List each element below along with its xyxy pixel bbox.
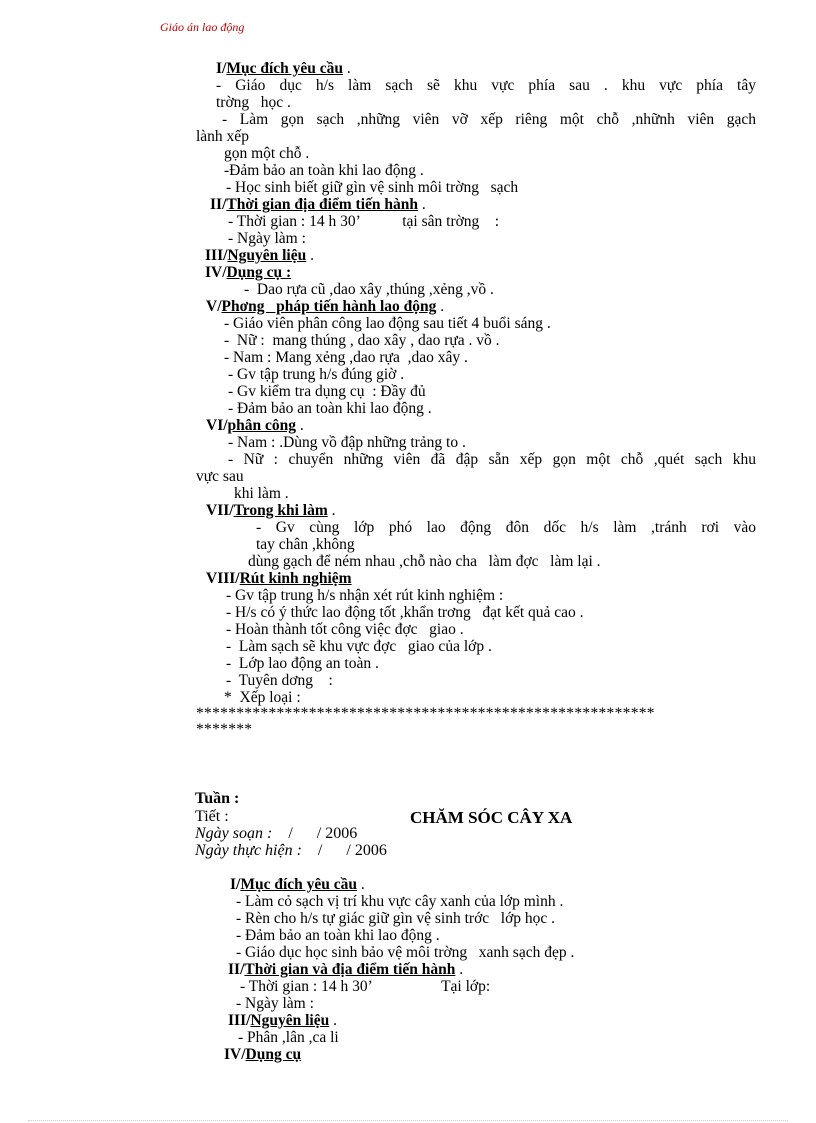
page-header: Giáo án lao động <box>160 20 245 34</box>
text-line: - Hoàn thành tốt công việc đợc giao . <box>226 621 464 638</box>
week-label: Tuần : <box>195 790 240 807</box>
text-line: - Ngày làm : <box>228 230 306 247</box>
text-line: - Đảm bảo an toàn khi lao động . <box>228 400 432 417</box>
text-line: - Tuyên dơng : <box>226 672 333 689</box>
text-line: - Giáo dục h/s làm sạch sẽ khu vực phía sau . khu vực phía tây <box>216 77 756 94</box>
text-line: - H/s có ý thức lao động tốt ,khẩn trơng đạt kết quả cao . <box>226 604 584 621</box>
text-line: - Nam : Mang xẻng ,dao rựa ,dao xây . <box>224 349 468 366</box>
lesson-title: CHĂM SÓC CÂY XA <box>410 808 573 827</box>
text-line: - Làm sạch sẽ khu vực đợc giao của lớp . <box>226 638 492 655</box>
heading-assignment: VI/phân công . <box>206 417 304 434</box>
text-line: - Gv tập trung h/s nhận xét rút kinh nghiệm : <box>226 587 504 604</box>
text-line: - Lớp lao động an toàn . <box>226 655 379 672</box>
heading-objectives: I/Mục đích yêu cầu . <box>216 60 351 77</box>
heading-review: VIII/Rút kinh nghiệm <box>206 570 352 587</box>
text-line: vực sau <box>196 468 244 485</box>
heading-time-place-2: II/Thời gian và địa điểm tiến hành . <box>228 961 464 978</box>
text-line: - Gv tập trung h/s đúng giờ . <box>228 366 405 383</box>
heading-objectives-2: I/Mục đích yêu cầu . <box>230 876 365 893</box>
text-line: - Giáo viên phân công lao động sau tiết 4 buổi sáng . <box>224 315 551 332</box>
text-line: - Đảm bảo an toàn khi lao động . <box>236 927 440 944</box>
heading-tools: IV/Dụng cụ : <box>205 264 292 281</box>
text-line: - Thời gian : 14 h 30’ tại sân trờng : <box>228 213 500 230</box>
text-line: * Xếp loại : <box>224 689 301 706</box>
text-line: - Gv kiểm tra dụng cụ : Đầy đủ <box>228 383 426 400</box>
text-line: - Nữ : mang thúng , dao xây , dao rựa . vồ . <box>224 332 500 349</box>
heading-during-work: VII/Trong khi làm . <box>206 502 336 519</box>
heading-time-place: II/Thời gian địa điểm tiến hành . <box>210 196 426 213</box>
text-line: - Nữ : chuyển những viên đã đập sẵn xếp gọn một chỗ ,quét sạch khu <box>228 451 756 468</box>
text-line: trờng học . <box>216 94 291 111</box>
text-line: - Ngày làm : <box>236 995 314 1012</box>
prep-date: Ngày soạn : / / 2006 <box>195 825 358 842</box>
page-bottom-rule <box>28 1120 788 1121</box>
separator-stars: ******* <box>196 721 253 738</box>
text-line: - Giáo dục học sinh bảo vệ môi trờng xanh sạch đẹp . <box>236 944 575 961</box>
text-line: tay chân ,không <box>256 536 355 553</box>
heading-tools-2: IV/Dụng cụ <box>224 1046 302 1063</box>
text-line: - Rèn cho h/s tự giác giữ gìn vệ sinh trớc lớp học . <box>236 910 556 927</box>
heading-materials-2: III/Nguyên liệu . <box>228 1012 337 1029</box>
text-line: - Nam : .Dùng vồ đập những trảng to . <box>228 434 466 451</box>
period-label: Tiết : <box>195 808 229 825</box>
exec-date: Ngày thực hiện : / / 2006 <box>195 842 387 859</box>
text-line: - Thời gian : 14 h 30’ Tại lớp: <box>240 978 491 995</box>
text-line: - Làm cỏ sạch vị trí khu vực cây xanh của lớp mình . <box>236 893 564 910</box>
text-line: - Dao rựa cũ ,dao xây ,thúng ,xẻng ,vồ . <box>244 281 494 298</box>
text-line: -Đảm bảo an toàn khi lao động . <box>224 162 424 179</box>
text-line: khi làm . <box>234 485 289 502</box>
separator-stars: ********************************************************* <box>196 705 655 722</box>
heading-method: V/Phơng pháp tiến hành lao động . <box>206 298 445 315</box>
text-line: gọn một chỗ . <box>224 145 310 162</box>
text-line: lành xếp <box>196 128 249 145</box>
heading-materials: III/Nguyên liệu . <box>205 247 314 264</box>
text-line: dùng gạch để ném nhau ,chỗ nào cha làm đợc làm lại . <box>248 553 601 570</box>
text-line: - Gv cùng lớp phó lao động đôn dốc h/s làm ,tránh rơi vào <box>256 519 756 536</box>
text-line: - Làm gọn sạch ,những viên vỡ xếp riêng một chỗ ,nhữnh viên gạch <box>222 111 756 128</box>
text-line: - Học sinh biết giữ gìn vệ sinh môi trờng sạch <box>226 179 519 196</box>
text-line: - Phân ,lân ,ca li <box>238 1029 339 1046</box>
